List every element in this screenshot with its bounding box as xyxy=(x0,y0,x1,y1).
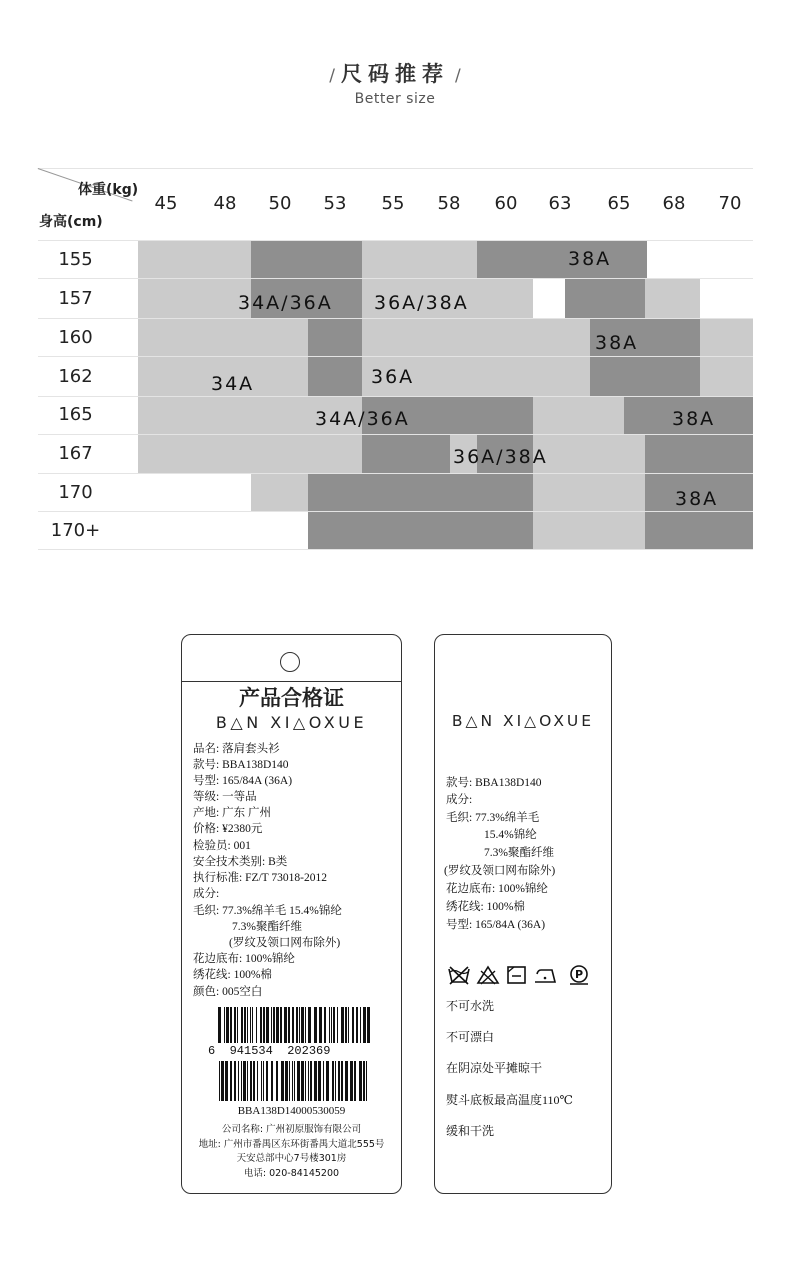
tag-line: 品名: 落肩套头衫 xyxy=(193,743,280,755)
height-header: 157 xyxy=(58,288,93,309)
certificate-title: 产品合格证 xyxy=(239,685,344,710)
region-dark-cell xyxy=(590,278,647,318)
care-instruction: 不可漂白 xyxy=(446,1030,495,1044)
code128-barcode xyxy=(219,1061,369,1101)
weight-axis-label: 体重(kg) xyxy=(78,182,139,198)
weight-header: 55 xyxy=(381,193,405,214)
tag-line: 款号: BBA138D140 xyxy=(446,777,542,789)
cup-label: 34A xyxy=(211,373,255,395)
region-light-cell xyxy=(251,473,308,511)
weight-header: 50 xyxy=(268,193,292,214)
region-dark-cell xyxy=(565,278,590,318)
cup-label: 36A xyxy=(371,366,415,388)
dry-flat-shade-icon xyxy=(505,965,529,985)
cup-label: 34A/36A xyxy=(315,408,410,430)
region-38a-top xyxy=(477,240,647,278)
weight-header: 68 xyxy=(662,193,686,214)
ean-barcode-digits: 6 941534 202369 xyxy=(208,1044,331,1058)
tag-line: 检验员: 001 xyxy=(193,840,251,852)
tag-line: (罗纹及领口网布除外) xyxy=(229,937,341,949)
region-light-cell xyxy=(700,318,753,396)
product-certificate-tag xyxy=(181,634,402,1194)
tag-line: 价格: ¥2380元 xyxy=(193,823,263,835)
iron-110-icon xyxy=(533,965,557,985)
tag-line: 号型: 165/84A (36A) xyxy=(193,775,293,787)
svg-text:P: P xyxy=(574,968,584,981)
care-instruction: 不可水洗 xyxy=(446,999,495,1013)
region-dark-cell xyxy=(308,318,362,396)
no-wash-icon xyxy=(447,965,471,985)
address-line-1: 地址: 广州市番禺区东环街番禺大道北555号 xyxy=(198,1139,385,1150)
ean-barcode xyxy=(218,1007,370,1043)
region-light-cell xyxy=(533,318,590,396)
care-instruction: 缓和干洗 xyxy=(446,1124,495,1138)
tag-line: 成分: xyxy=(193,888,220,900)
weight-header: 70 xyxy=(718,193,742,214)
grid-line xyxy=(38,511,753,512)
tag-line: 花边底布: 100%锦纶 xyxy=(446,883,548,895)
tag-line: (罗纹及领口网布除外) xyxy=(444,865,556,877)
care-instruction: 在阴凉处平摊晾干 xyxy=(446,1061,543,1075)
weight-header: 48 xyxy=(213,193,237,214)
weight-header: 53 xyxy=(323,193,347,214)
height-header: 170 xyxy=(58,482,93,503)
region-light-cell xyxy=(590,434,645,473)
tag-line: 绣花线: 100%棉 xyxy=(446,901,525,913)
grid-line xyxy=(38,168,753,169)
title-slash-right: / xyxy=(455,66,461,86)
weight-header: 65 xyxy=(607,193,631,214)
dry-clean-p-icon xyxy=(567,965,591,985)
height-header: 167 xyxy=(58,443,93,464)
region-light-cell xyxy=(477,278,533,396)
cup-label: 36A/38A xyxy=(374,292,469,314)
tag-hole xyxy=(280,652,300,672)
no-bleach-icon xyxy=(476,965,500,985)
tag-line: 成分: xyxy=(446,794,473,806)
height-header: 165 xyxy=(58,404,93,425)
region-38a-mid xyxy=(590,318,645,396)
grid-line xyxy=(38,240,753,241)
grid-line xyxy=(38,549,753,550)
section-title xyxy=(0,58,790,88)
grid-line xyxy=(38,434,753,435)
cup-label: 36A/38A xyxy=(453,446,548,468)
title-slash-left: / xyxy=(329,66,335,86)
tag-line: 7.3%聚酯纤维 xyxy=(484,847,554,859)
tag-line: 颜色: 005空白 xyxy=(193,986,263,998)
company-name: 公司名称: 广州初原服饰有限公司 xyxy=(221,1124,362,1135)
address-line-2: 天安总部中心7号楼301房 xyxy=(236,1153,347,1164)
height-header: 160 xyxy=(58,327,93,348)
brand-logo: B△N XI△OXUE xyxy=(215,713,368,732)
region-dark-cell xyxy=(477,396,533,434)
care-instruction: 熨斗底板最高温度110℃ xyxy=(446,1093,573,1107)
title-text: 尺码推荐 xyxy=(341,62,449,86)
cup-label: 38A xyxy=(595,332,639,354)
height-axis-label: 身高(cm) xyxy=(39,214,103,230)
cup-label: 34A/36A xyxy=(238,292,333,314)
size-recommendation-grid xyxy=(38,168,753,550)
tag-line: 7.3%聚酯纤维 xyxy=(232,921,302,933)
grid-line xyxy=(38,356,753,357)
tag-line: 毛织: 77.3%绵羊毛 15.4%锦纶 xyxy=(193,905,342,917)
phone-number: 电话: 020-84145200 xyxy=(243,1168,340,1179)
grid-line xyxy=(38,396,753,397)
tag-line: 安全技术类别: B类 xyxy=(193,856,288,868)
cup-label: 38A xyxy=(568,248,612,270)
care-label-tag xyxy=(434,634,612,1194)
region-light-cell xyxy=(645,278,700,318)
tag-line: 款号: BBA138D140 xyxy=(193,759,289,771)
cup-label: 38A xyxy=(675,488,719,510)
tag-line: 等级: 一等品 xyxy=(193,791,257,803)
weight-header: 58 xyxy=(437,193,461,214)
weight-header: 45 xyxy=(154,193,178,214)
region-dark-cell xyxy=(645,318,700,396)
tag-line: 毛织: 77.3%绵羊毛 xyxy=(446,812,540,824)
grid-line xyxy=(38,278,753,279)
region-36a-cell xyxy=(420,318,477,396)
region-light-cell xyxy=(362,240,477,278)
tag-line: 执行标准: FZ/T 73018-2012 xyxy=(193,872,327,884)
tag-line: 号型: 165/84A (36A) xyxy=(446,919,546,931)
section-subtitle: Better size xyxy=(354,91,436,107)
grid-line xyxy=(38,473,753,474)
cup-label: 38A xyxy=(672,408,716,430)
tag-line: 15.4%锦纶 xyxy=(484,829,537,841)
height-header: 170+ xyxy=(50,520,101,541)
tag-line: 花边底布: 100%锦纶 xyxy=(193,953,295,965)
height-header: 162 xyxy=(58,366,93,387)
weight-header: 60 xyxy=(494,193,518,214)
tag-line: 绣花线: 100%棉 xyxy=(193,969,272,981)
brand-logo: B△N XI△OXUE xyxy=(451,712,595,730)
code128-barcode-text: BBA138D14000530059 xyxy=(237,1105,346,1117)
height-header: 155 xyxy=(58,249,93,270)
grid-line xyxy=(38,318,753,319)
tag-line: 产地: 广东 广州 xyxy=(193,807,271,819)
weight-header: 63 xyxy=(548,193,572,214)
